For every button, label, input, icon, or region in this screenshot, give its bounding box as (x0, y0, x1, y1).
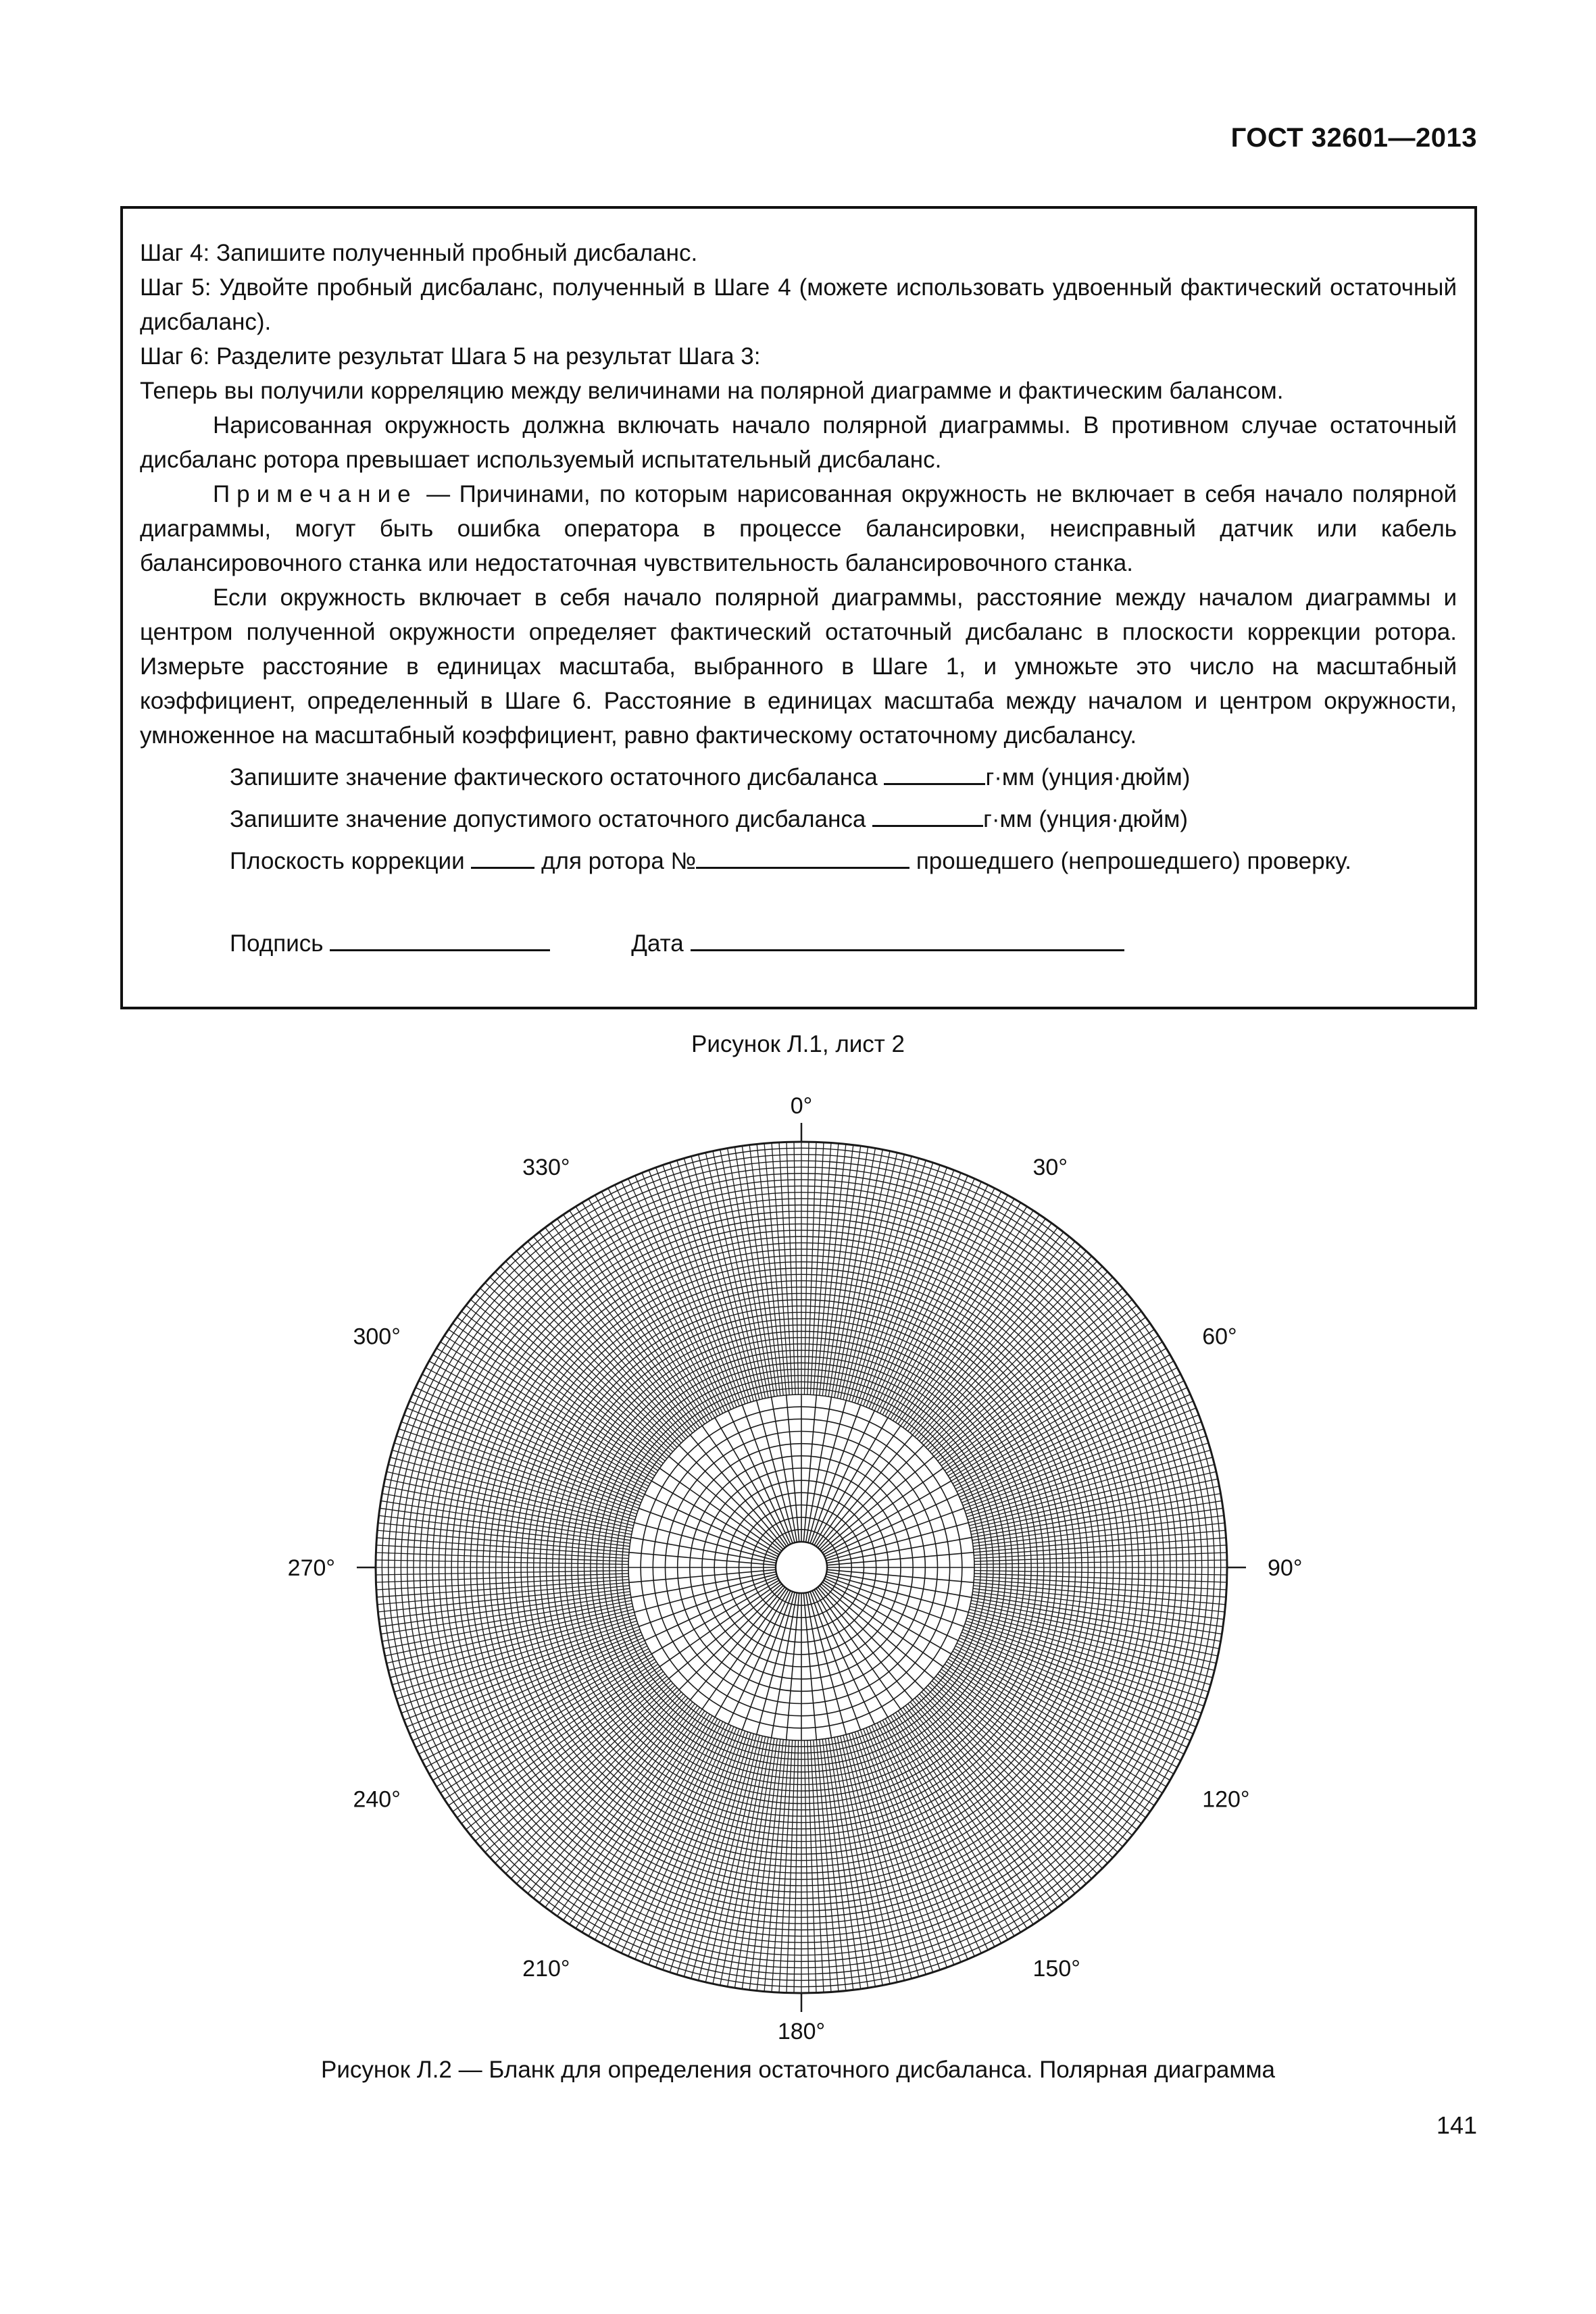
step-5-text: Шаг 5: Удвойте пробный дисбаланс, полученный в Шаге 4 (можете использовать удвоенный фактический остаточный дисбаланс). (140, 274, 1457, 335)
date-blank[interactable] (691, 926, 1124, 951)
actual-imbalance-row (140, 757, 1457, 799)
rotor-number-blank[interactable] (696, 844, 909, 869)
page-number: 141 (1436, 2111, 1477, 2139)
polar-grid (357, 1123, 1246, 2012)
distance-text: Если окружность включает в себя начало полярной диаграммы, расстояние между началом диаграммы и центром полученной окружности определяет фактический остаточный дисбаланс в плоскости коррекции ротора. Измерьте расстояние в единицах масштаба, выбранного в Шаге 1, и умножьте это число на масштабный коэффициент, определенный в Шаге 6. Расстояние в единицах масштаба между началом и центром окружности, умноженное на масштабный коэффициент, равно фактическому остаточному дисбалансу. (140, 584, 1457, 749)
signature-blank[interactable] (330, 926, 550, 951)
correction-plane-row (140, 840, 1457, 882)
permissible-imbalance-blank[interactable] (872, 802, 983, 827)
date-label: Дата (631, 930, 684, 957)
angle-label-240: 240° (353, 1786, 401, 1813)
rotor-number-label: для ротора № (541, 848, 697, 874)
inner-spokes (628, 1394, 974, 1740)
angle-label-120: 120° (1202, 1786, 1250, 1813)
angle-label-90: 90° (1268, 1555, 1303, 1581)
note-paragraph (140, 477, 1457, 580)
step-4-text: Шаг 4: Запишите полученный пробный дисбаланс. (140, 240, 698, 266)
permissible-unit-label: г·мм (унция·дюйм) (983, 806, 1189, 832)
actual-imbalance-blank[interactable] (884, 760, 985, 785)
correction-plane-blank[interactable] (471, 844, 534, 869)
angle-label-210: 210° (522, 1956, 570, 1982)
angle-label-300: 300° (353, 1324, 401, 1350)
balance-form (120, 206, 1477, 1009)
signature-row (140, 923, 1457, 965)
correction-plane-label: Плоскость коррекции (230, 848, 465, 874)
actual-imbalance-label: Запишите значение фактического остаточного дисбаланса (230, 764, 878, 790)
correlation-text: Теперь вы получили корреляцию между величинами на полярной диаграмме и фактическим балансом. (140, 378, 1284, 404)
document-code: ГОСТ 32601—2013 (1230, 123, 1477, 153)
figure-2-caption: Рисунок Л.2 — Бланк для определения остаточного дисбаланса. Полярная диаграмма (321, 2057, 1275, 2083)
inner-ring (776, 1542, 827, 1593)
angle-label-180: 180° (777, 2019, 826, 2044)
note-label: Примечание (213, 481, 418, 507)
passed-label: прошедшего (непрошедшего) проверку. (916, 848, 1351, 874)
angle-label-150: 150° (1032, 1956, 1080, 1982)
actual-unit-label: г·мм (унция·дюйм) (985, 764, 1191, 790)
polar-diagram (0, 1081, 1596, 2054)
polar-angle-labels (288, 1093, 1303, 2044)
angle-label-0: 0° (790, 1093, 813, 1119)
signature-label: Подпись (230, 930, 324, 957)
figure-1-caption: Рисунок Л.1, лист 2 (691, 1031, 905, 1057)
step-6-text: Шаг 6: Разделите результат Шага 5 на результат Шага 3: (140, 343, 761, 370)
angle-label-30: 30° (1032, 1154, 1068, 1180)
angle-label-60: 60° (1202, 1324, 1237, 1350)
angle-label-330: 330° (522, 1154, 570, 1180)
permissible-imbalance-row (140, 799, 1457, 840)
circle-note-text: Нарисованная окружность должна включать начало полярной диаграммы. В противном случае остаточный дисбаланс ротора превышает используемый испытательный дисбаланс. (140, 412, 1457, 473)
angle-label-270: 270° (287, 1555, 335, 1581)
outer-spokes (376, 1142, 1227, 1993)
permissible-imbalance-label: Запишите значение допустимого остаточного дисбаланса (230, 806, 866, 832)
note-text: — Причинами, по которым нарисованная окружность не включает в себя начало полярной диаграммы, могут быть ошибка оператора в процессе балансировки, неисправный датчик или кабель балансировочного станка или недостаточная чувствительность балансировочного станка. (140, 481, 1457, 576)
